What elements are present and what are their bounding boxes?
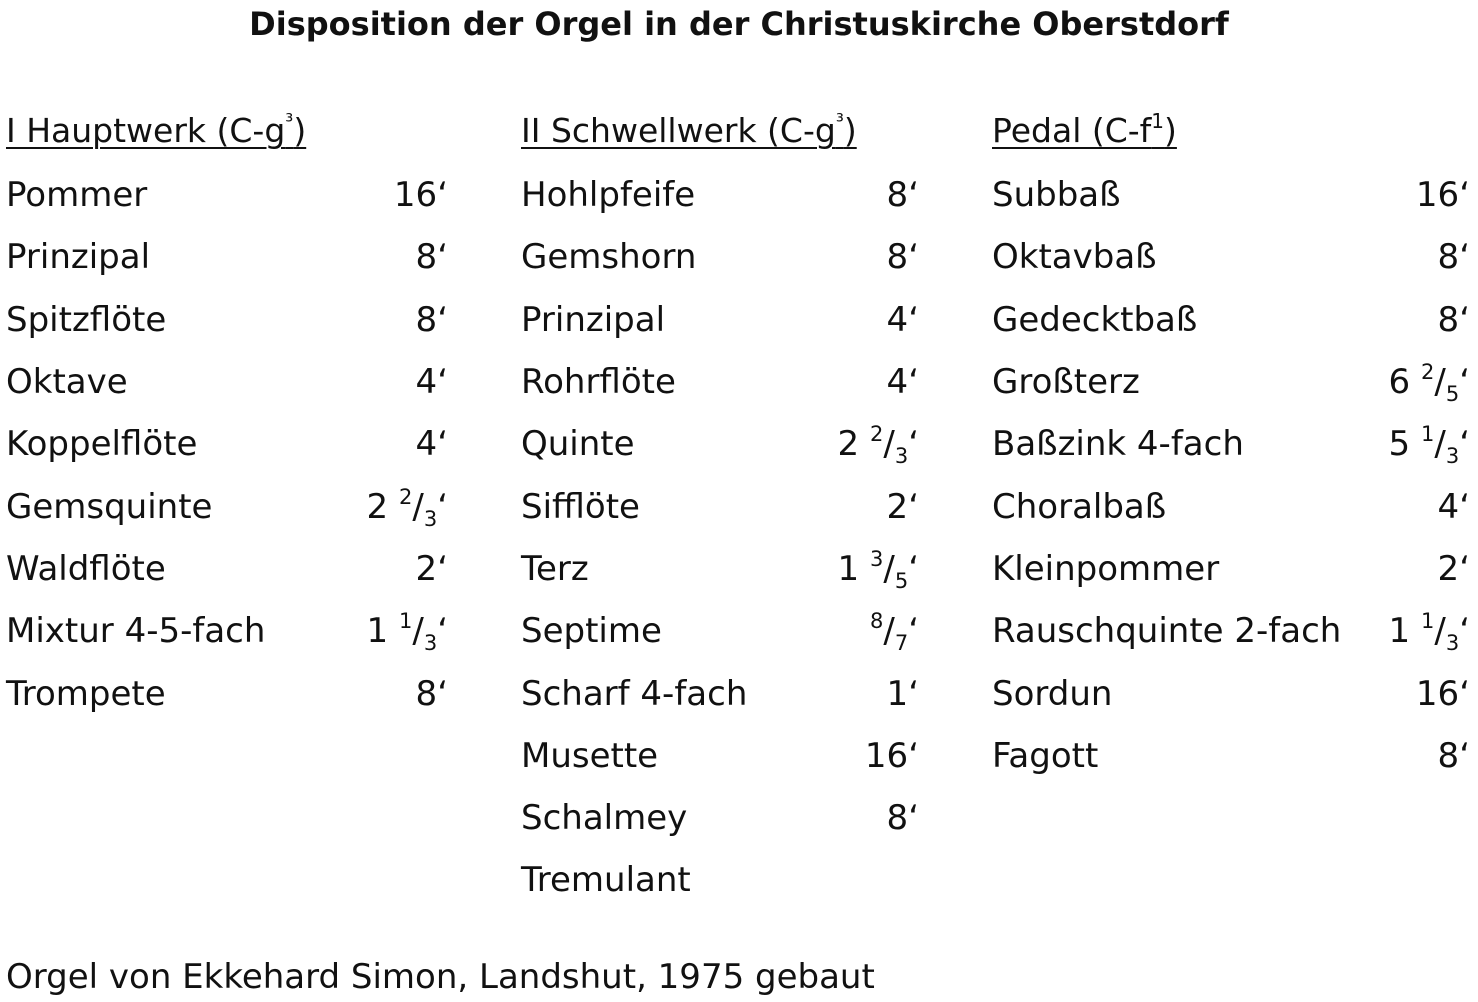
pitch-whole: 4 (415, 424, 438, 465)
stop-pitch (1388, 360, 1470, 407)
pitch-fraction-numerator: 1 (398, 609, 413, 634)
stop-name: Spitzflöte (6, 299, 167, 340)
stop-name: Mixtur 4-5-fach (6, 611, 266, 652)
pitch-fraction-numerator: 1 (1420, 422, 1435, 447)
stop-pitch (416, 237, 448, 277)
column-schwellwerk (521, 106, 919, 912)
stop-row (6, 413, 448, 475)
stop-row (6, 226, 448, 288)
column-heading-pedal (992, 106, 1470, 164)
stop-list-hauptwerk (6, 164, 448, 725)
pitch-whole: 8 (886, 798, 909, 839)
heading-superscript: 1 (1151, 109, 1165, 133)
stop-row (992, 351, 1470, 413)
pitch-foot-mark: ‘ (437, 237, 448, 278)
pitch-fraction-slash: / (1434, 424, 1446, 465)
pitch-fraction-numerator: 2 (869, 422, 884, 447)
pitch-foot-mark: ‘ (908, 362, 919, 403)
stop-pitch (887, 175, 919, 215)
stop-row (992, 475, 1470, 537)
stop-name: Pommer (6, 175, 148, 216)
stop-pitch (1388, 422, 1470, 469)
pitch-whole: 8 (886, 175, 909, 216)
stop-row (521, 600, 919, 662)
pitch-foot-mark: ‘ (1459, 362, 1470, 403)
heading-close: ) (1164, 111, 1177, 150)
stop-name: Subbaß (992, 175, 1121, 216)
stop-pitch (1416, 674, 1470, 714)
stop-row (6, 164, 448, 226)
stop-pitch (887, 674, 919, 714)
stop-row (992, 413, 1470, 475)
stop-pitch (887, 300, 919, 340)
pitch-whole: 2 (837, 424, 870, 465)
pitch-foot-mark: ‘ (1459, 424, 1470, 465)
heading-superscript: ³ (285, 109, 294, 133)
stop-pitch (1438, 237, 1470, 277)
pitch-whole: 8 (1437, 299, 1460, 340)
pitch-fraction-slash: / (883, 611, 895, 652)
pitch-whole: 16 (393, 175, 438, 216)
pitch-fraction-slash: / (412, 486, 424, 527)
stop-name: Septime (521, 611, 662, 652)
stop-row (6, 289, 448, 351)
pitch-foot-mark: ‘ (1459, 548, 1470, 589)
column-hauptwerk (6, 106, 448, 725)
stop-name: Quinte (521, 424, 635, 465)
stop-name: Fagott (992, 735, 1099, 776)
pitch-foot-mark: ‘ (908, 486, 919, 527)
pitch-foot-mark: ‘ (1459, 175, 1470, 216)
stop-pitch (394, 175, 448, 215)
pitch-fraction-numerator: 8 (869, 609, 884, 634)
pitch-fraction-denominator: 3 (1445, 444, 1460, 469)
pitch-whole: 8 (1437, 237, 1460, 278)
pitch-whole: 4 (415, 362, 438, 403)
pitch-whole: 6 (1388, 362, 1421, 403)
pitch-foot-mark: ‘ (908, 548, 919, 589)
stop-row (6, 600, 448, 662)
pitch-foot-mark: ‘ (908, 673, 919, 714)
stop-row (6, 475, 448, 537)
pitch-whole: 1 (837, 548, 870, 589)
stop-pitch (887, 362, 919, 402)
stop-row (521, 538, 919, 600)
stop-name: Oktave (6, 362, 128, 403)
stop-pitch (1438, 549, 1470, 589)
pitch-whole: 4 (886, 362, 909, 403)
stop-list-pedal (992, 164, 1470, 787)
pitch-foot-mark: ‘ (1459, 611, 1470, 652)
pitch-fraction-slash: / (883, 548, 895, 589)
stop-name: Gemshorn (521, 237, 697, 278)
stop-row (521, 289, 919, 351)
stop-row (521, 164, 919, 226)
stop-row (6, 538, 448, 600)
pitch-foot-mark: ‘ (1459, 486, 1470, 527)
pitch-whole: 8 (1437, 735, 1460, 776)
pitch-whole: 2 (366, 486, 399, 527)
stop-row (521, 787, 919, 849)
stop-row (992, 289, 1470, 351)
pitch-fraction-denominator: 7 (894, 631, 909, 656)
stop-pitch (1438, 736, 1470, 776)
stop-pitch (869, 609, 919, 656)
heading-text: I Hauptwerk (C-g (6, 111, 286, 150)
heading-text: Pedal (C-f (992, 111, 1152, 150)
pitch-fraction-denominator: 3 (894, 444, 909, 469)
document-title: Disposition der Orgel in der Christuskirche Oberstdorf (249, 5, 1229, 43)
pitch-foot-mark: ‘ (437, 424, 448, 465)
stop-pitch (1438, 300, 1470, 340)
stop-name: Terz (521, 548, 589, 589)
stop-row (6, 662, 448, 724)
pitch-foot-mark: ‘ (908, 175, 919, 216)
stop-row (521, 226, 919, 288)
stop-pitch (416, 674, 448, 714)
stop-name: Sifflöte (521, 486, 640, 527)
pitch-foot-mark: ‘ (437, 486, 448, 527)
pitch-fraction-denominator: 3 (1445, 631, 1460, 656)
pitch-fraction-denominator: 3 (423, 631, 438, 656)
pitch-foot-mark: ‘ (908, 424, 919, 465)
stop-row (521, 351, 919, 413)
stop-pitch (416, 424, 448, 464)
pitch-foot-mark: ‘ (908, 735, 919, 776)
stop-name: Prinzipal (521, 299, 666, 340)
stop-name: Kleinpommer (992, 548, 1220, 589)
pitch-fraction-slash: / (883, 424, 895, 465)
pitch-fraction-numerator: 3 (869, 546, 884, 571)
stop-name: Baßzink 4-fach (992, 424, 1244, 465)
stop-pitch (366, 609, 448, 656)
heading-text: II Schwellwerk (C-g (521, 111, 836, 150)
stop-list-schwellwerk (521, 164, 919, 912)
column-heading-hauptwerk (6, 106, 448, 164)
stop-name: Waldflöte (6, 548, 166, 589)
stop-row (992, 662, 1470, 724)
pitch-whole: 8 (415, 299, 438, 340)
stop-name: Sordun (992, 673, 1113, 714)
pitch-whole: 1 (1388, 611, 1421, 652)
pitch-whole: 8 (415, 673, 438, 714)
stop-row (6, 351, 448, 413)
pitch-foot-mark: ‘ (437, 548, 448, 589)
pitch-fraction-numerator: 1 (1420, 609, 1435, 634)
stop-pitch (1416, 175, 1470, 215)
pitch-fraction-slash: / (412, 611, 424, 652)
pitch-fraction-numerator: 2 (1420, 360, 1435, 385)
pitch-foot-mark: ‘ (908, 299, 919, 340)
pitch-foot-mark: ‘ (1459, 735, 1470, 776)
stop-pitch (887, 798, 919, 838)
pitch-whole: 5 (1388, 424, 1421, 465)
stop-name: Rauschquinte 2-fach (992, 611, 1342, 652)
stop-row (992, 226, 1470, 288)
stop-name: Rohrflöte (521, 362, 676, 403)
builder-note: Orgel von Ekkehard Simon, Landshut, 1975 gebaut (6, 957, 875, 997)
stop-name: Gedecktbaß (992, 299, 1198, 340)
pitch-fraction-numerator: 2 (398, 484, 413, 509)
stop-pitch (416, 362, 448, 402)
stop-pitch (837, 422, 919, 469)
pitch-foot-mark: ‘ (437, 611, 448, 652)
pitch-fraction-slash: / (1434, 362, 1446, 403)
stop-pitch (366, 484, 448, 531)
pitch-foot-mark: ‘ (908, 237, 919, 278)
stop-name: Choralbaß (992, 486, 1167, 527)
pitch-foot-mark: ‘ (1459, 673, 1470, 714)
stop-name: Gemsquinte (6, 486, 213, 527)
column-pedal (992, 106, 1470, 787)
stop-row (521, 849, 919, 911)
pitch-whole: 4 (1437, 486, 1460, 527)
stop-row (521, 725, 919, 787)
pitch-whole: 2 (415, 548, 438, 589)
stop-name: Hohlpfeife (521, 175, 696, 216)
pitch-whole: 1 (886, 673, 909, 714)
pitch-fraction-denominator: 5 (894, 568, 909, 593)
stop-row (992, 725, 1470, 787)
stop-row (521, 475, 919, 537)
pitch-whole: 2 (1437, 548, 1460, 589)
pitch-foot-mark: ‘ (437, 299, 448, 340)
stop-name: Musette (521, 735, 659, 776)
stop-pitch (416, 549, 448, 589)
column-heading-schwellwerk (521, 106, 919, 164)
pitch-fraction-slash: / (1434, 611, 1446, 652)
stop-name: Trompete (6, 673, 166, 714)
pitch-foot-mark: ‘ (1459, 299, 1470, 340)
pitch-whole: 16 (864, 735, 909, 776)
pitch-foot-mark: ‘ (437, 175, 448, 216)
stop-pitch (865, 736, 919, 776)
stop-name: Scharf 4-fach (521, 673, 748, 714)
stop-name: Prinzipal (6, 237, 151, 278)
stop-row (992, 538, 1470, 600)
stop-pitch (1438, 487, 1470, 527)
stop-pitch (1388, 609, 1470, 656)
pitch-foot-mark: ‘ (908, 798, 919, 839)
pitch-foot-mark: ‘ (437, 673, 448, 714)
stop-row (992, 600, 1470, 662)
pitch-whole: 16 (1415, 673, 1460, 714)
pitch-fraction-denominator: 5 (1445, 382, 1460, 407)
heading-superscript: ³ (835, 109, 844, 133)
heading-close: ) (843, 111, 857, 150)
stop-pitch (887, 487, 919, 527)
stop-name: Großterz (992, 362, 1140, 403)
pitch-whole: 16 (1415, 175, 1460, 216)
heading-close: ) (293, 111, 307, 150)
pitch-whole: 2 (886, 486, 909, 527)
pitch-foot-mark: ‘ (1459, 237, 1470, 278)
stop-name: Oktavbaß (992, 237, 1157, 278)
stop-name: Tremulant (521, 860, 691, 901)
stop-pitch (887, 237, 919, 277)
stop-row (992, 164, 1470, 226)
stop-pitch (837, 546, 919, 593)
stop-row (521, 662, 919, 724)
pitch-whole: 4 (886, 299, 909, 340)
pitch-foot-mark: ‘ (908, 611, 919, 652)
stop-pitch (416, 300, 448, 340)
pitch-whole: 8 (886, 237, 909, 278)
pitch-whole: 8 (415, 237, 438, 278)
pitch-foot-mark: ‘ (437, 362, 448, 403)
stop-name: Koppelflöte (6, 424, 198, 465)
pitch-whole: 1 (366, 611, 399, 652)
stop-row (521, 413, 919, 475)
pitch-fraction-denominator: 3 (423, 506, 438, 531)
stop-name: Schalmey (521, 798, 688, 839)
